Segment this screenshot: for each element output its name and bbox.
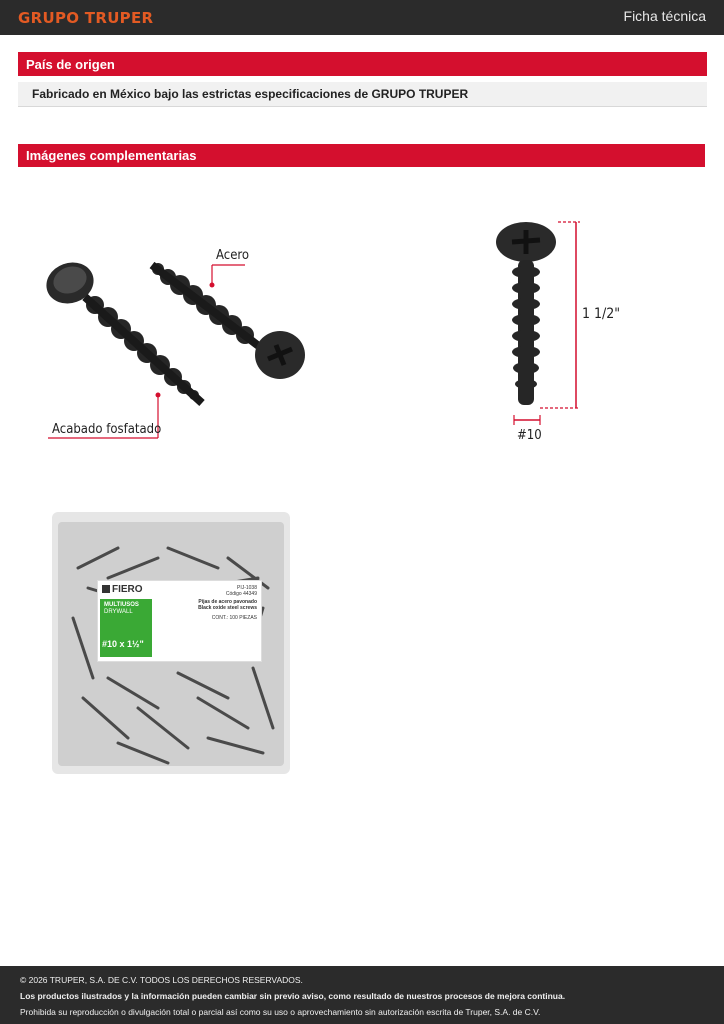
- origin-section-header: País de origen: [18, 52, 707, 76]
- package-category: MULTIUSOS: [104, 602, 139, 608]
- package-size: #10 x 1½": [102, 639, 144, 649]
- top-bar: [0, 0, 724, 35]
- fiero-logo-icon: [102, 585, 110, 593]
- package-label: [97, 580, 262, 662]
- package-subcategory: DRYWALL: [104, 609, 133, 615]
- screws-illustration: [40, 225, 320, 455]
- fiero-logo: FIERO: [102, 584, 143, 595]
- origin-text: Fabricado en México bajo las estrictas especificaciones de GRUPO TRUPER: [18, 82, 707, 107]
- images-section-header: Imágenes complementarias: [18, 144, 705, 167]
- document-type: Ficha técnica: [623, 8, 706, 24]
- footer-copyright: © 2026 TRUPER, S.A. DE C.V. TODOS LOS DERECHOS RESERVADOS.: [20, 975, 303, 985]
- package-code: PIJ-1038 Código 44349: [225, 585, 257, 597]
- package-contents: CONT.: 100 PIEZAS: [211, 615, 257, 621]
- package-description: Pijas de acero pavonado Black oxide steel screws: [198, 599, 257, 611]
- callout-finish: Acabado fosfatado: [52, 422, 162, 437]
- footer: [0, 966, 724, 1024]
- brand-logo: GRUPO TRUPER: [18, 9, 154, 27]
- footer-notice: Los productos ilustrados y la información pueden cambiar sin previo aviso, como resultado de nuestros procesos de mejora continua.: [20, 991, 566, 1001]
- package-green-band: [100, 599, 152, 657]
- callout-steel: Acero: [216, 248, 250, 263]
- dimension-illustration: [480, 210, 640, 450]
- dimension-gauge: #10: [517, 428, 542, 443]
- dimension-length: 1 1/2": [582, 306, 621, 322]
- footer-prohibition: Prohibida su reproducción o divulgación total o parcial así como su uso o aprovechamiento sin autorización escrita de Truper, S.A. de C.V.: [20, 1007, 541, 1017]
